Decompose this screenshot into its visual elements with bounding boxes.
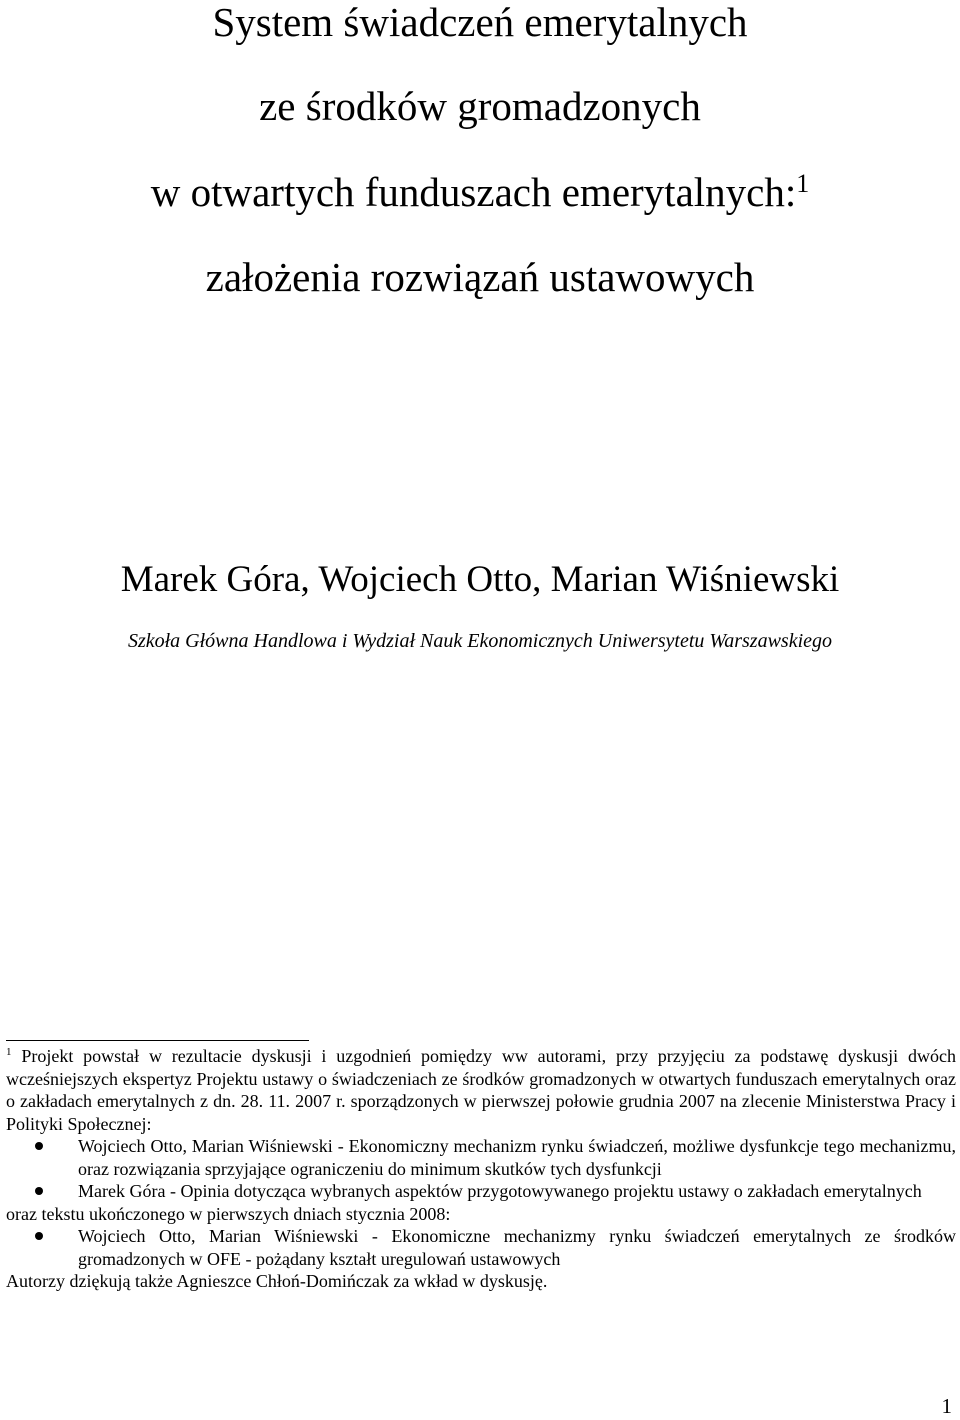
title-footnote-marker[interactable]: 1 — [796, 169, 810, 198]
title-line-2: ze środków gromadzonych — [259, 83, 701, 129]
title-line-1: System świadczeń emerytalnych — [212, 0, 748, 45]
footnote-acknowledgement: Autorzy dziękują także Agnieszce Chłoń-Domińczak za wkład w dyskusję. — [6, 1271, 548, 1291]
title-line-3 — [0, 170, 960, 214]
title-line-3-text: w otwartych funduszach emerytalnych: — [150, 169, 797, 215]
footnote — [6, 1045, 956, 1293]
authors: Marek Góra, Wojciech Otto, Marian Wiśniewski — [120, 559, 840, 600]
bullet-icon — [35, 1187, 43, 1195]
footnote-separator — [6, 1040, 309, 1041]
bullet-icon — [35, 1142, 43, 1150]
list-item-text: Wojciech Otto, Marian Wiśniewski - Ekonomiczne mechanizmy rynku świadczeń emerytalnych ze środków gromadzonych w OFE - pożądany kształt uregulowań ustawowych — [78, 1226, 956, 1269]
footnote-middle: oraz tekstu ukończonego w pierwszych dniach stycznia 2008: — [6, 1203, 451, 1224]
list-item — [6, 1135, 956, 1180]
footnote-list-2 — [6, 1225, 956, 1270]
footnote-list-1 — [6, 1135, 956, 1203]
footnote-intro-text: Projekt powstał w rezultacie dyskusji i uzgodnień pomiędzy ww autorami, przy przyjęciu za podstawę dyskusji dwóch wcześniejszych ekspertyz Projektu ustawy o świadczeniach ze środków gromadzonych w otwartych funduszach emerytalnych oraz o zakładach emerytalnych z dn. 28. 11. 2007 r. sporządzonych w pierwszej połowie grudnia 2007 na zlecenie Ministerstwa Pracy i Polityki Społecznej: — [6, 1046, 956, 1134]
title-line-4: założenia rozwiązań ustawowych — [205, 254, 755, 300]
list-item-text: Marek Góra - Opinia dotycząca wybranych aspektów przygotowywanego projektu ustawy o zakładach emerytalnych — [78, 1181, 922, 1201]
list-item-text: Wojciech Otto, Marian Wiśniewski - Ekonomiczny mechanizm rynku świadczeń, możliwe dysfunkcje tego mechanizmu, oraz rozwiązania sprzyjające ograniczeniu do minimum skutków tych dysfunkcji — [78, 1136, 956, 1179]
footnote-marker: 1 — [6, 1046, 12, 1058]
affiliation: Szkoła Główna Handlowa i Wydział Nauk Ekonomicznych Uniwersytetu Warszawskiego — [127, 630, 833, 652]
bullet-icon — [35, 1232, 43, 1240]
list-item — [6, 1180, 956, 1203]
list-item — [6, 1225, 956, 1270]
footnote-intro — [6, 1045, 956, 1135]
page-number: 1 — [941, 1394, 952, 1418]
